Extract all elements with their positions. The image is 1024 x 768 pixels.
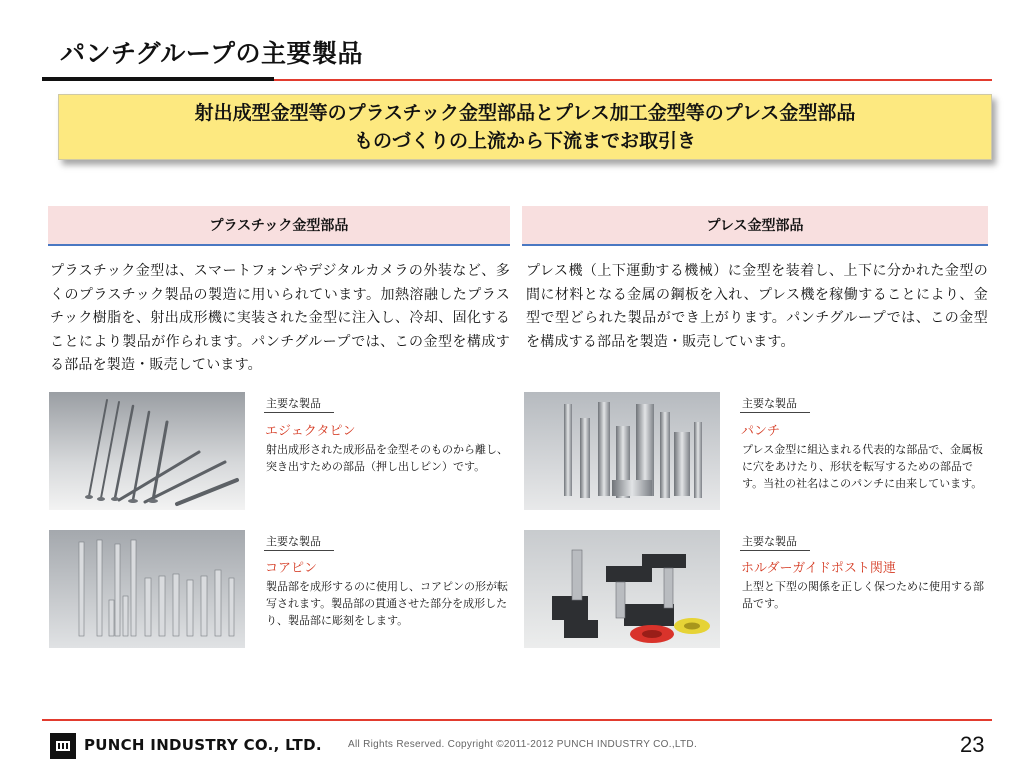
product-name-ejector-pin: エジェクタピン (265, 424, 356, 439)
product-label: 主要な製品 (266, 397, 321, 410)
ejector-pin-photo (49, 392, 245, 510)
product-name-core-pin: コアピン (265, 561, 318, 576)
summary-banner (58, 94, 992, 160)
footer-rule (42, 719, 992, 721)
punch-photo (524, 392, 720, 510)
page-title: パンチグループの主要製品 (60, 39, 364, 68)
product-desc-punch: プレス金型に組込まれる代表的な部品で、金属板に穴をあけたり、形状を転写するための部品です。当社の社名はこのパンチに由来しています。 (742, 443, 984, 490)
company-name: PUNCH INDUSTRY CO., LTD. (84, 736, 322, 754)
company-logo-icon (50, 733, 76, 759)
holder-guide-post-photo (524, 530, 720, 648)
product-label: 主要な製品 (742, 397, 797, 410)
product-name-punch: パンチ (741, 424, 781, 439)
core-pin-photo (49, 530, 245, 648)
press-description: プレス機（上下運動する機械）に金型を装着し、上下に分かれた金型の間に材料となる金属の鋼板を入れ、プレス機を稼働することにより、金型で型どられた製品ができ上がります。パンチグループでは、この金型を構成する部品を製造・販売しています。 (526, 263, 988, 350)
copyright-notice: All Rights Reserved. Copyright ©2011-2012 PUNCH INDUSTRY CO.,LTD. (348, 739, 698, 750)
banner-line-2: ものづくりの上流から下流までお取引き (353, 130, 696, 152)
banner-line-1: 射出成型金型等のプラスチック金型部品とプレス加工金型等のプレス金型部品 (194, 102, 856, 124)
product-label-rule (264, 412, 334, 413)
title-rule-red (274, 79, 992, 81)
section-header-plastic: プラスチック金型部品 (48, 206, 510, 246)
product-desc-core-pin: 製品部を成形するのに使用し、コアピンの形が転写されます。製品部の貫通させた部分を成形したり、製品部に彫刻をします。 (266, 580, 508, 627)
product-desc-holder-guide-post: 上型と下型の関係を正しく保つために使用する部品です。 (742, 580, 984, 610)
product-label-rule (264, 550, 334, 551)
product-label-rule (740, 412, 810, 413)
product-label-rule (740, 550, 810, 551)
page-number: 23 (960, 732, 985, 757)
section-header-press: プレス金型部品 (522, 206, 988, 246)
title-rule-black (42, 77, 274, 81)
product-label: 主要な製品 (266, 535, 321, 548)
product-desc-ejector-pin: 射出成形された成形品を金型そのものから離し、突き出すための部品（押し出しピン）です。 (266, 443, 508, 473)
product-name-holder-guide-post: ホルダーガイドポスト関連 (741, 561, 896, 576)
plastic-description: プラスチック金型は、スマートフォンやデジタルカメラの外装など、多くのプラスチック製品の製造に用いられています。加熱溶融したプラスチック樹脂を、射出成形機に実装された金型に注入し、冷却、固化することにより製品が作られます。パンチグループでは、この金型を構成する部品を製造・販売しています。 (50, 263, 510, 373)
product-label: 主要な製品 (742, 535, 797, 548)
